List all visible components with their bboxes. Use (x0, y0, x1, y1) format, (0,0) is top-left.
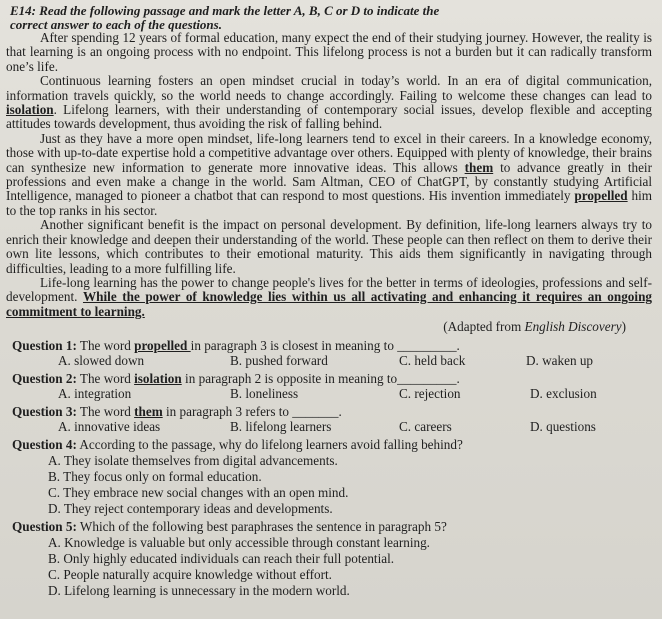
question-3 (6, 404, 652, 435)
q4-option-d[interactable]: D. They reject contemporary ideas and developments. (48, 500, 333, 516)
paragraph-2-text-a: Continuous learning fosters an open mindset crucial in today’s world. In an era of digital communication, information travels quickly, so the world needs to change accordingly. Failing to welcome these changes can lead to (6, 73, 652, 103)
paragraph-1-text: After spending 12 years of formal education, many expect the end of their studying journey. However, the reality is that learning is an ongoing process with no endpoint. This lifelong process is not a burden but it can radically transform one’s life. (6, 30, 652, 74)
q1-option-a[interactable]: A. slowed down (58, 352, 145, 368)
q3-option-d[interactable]: D. questions (530, 418, 596, 434)
q5-option-b[interactable]: B. Only highly educated individuals can reach their full potential. (48, 550, 395, 566)
header-line-2: correct answer to each of the questions. (10, 16, 222, 32)
question-4-text: According to the passage, why do lifelong learners avoid falling behind? (76, 436, 463, 452)
paragraph-5 (6, 276, 652, 319)
question-4 (6, 437, 652, 517)
question-5-stem (12, 519, 652, 535)
underlined-isolation: isolation (6, 102, 54, 118)
question-3-options (6, 420, 652, 435)
paragraph-3-text-c: him to the top ranks in his sector. (6, 188, 652, 218)
question-5 (6, 519, 652, 599)
q5-option-c[interactable]: C. People naturally acquire knowledge without effort. (48, 566, 332, 582)
question-1 (6, 338, 652, 369)
q2-option-d[interactable]: D. exclusion (530, 385, 597, 401)
question-4-number: Question 4: (12, 436, 77, 452)
underlined-key-sentence: While the power of knowledge lies within us all activating and enhancing it requires an ongoing commitment to learning. (6, 289, 652, 319)
source-citation (6, 320, 652, 334)
question-1-text-a: The word (76, 337, 135, 353)
source-prefix: (Adapted from (443, 319, 525, 335)
q2-option-c[interactable]: C. rejection (399, 385, 461, 401)
question-1-stem (12, 338, 652, 354)
paragraph-5-text-a: Life-long learning has the power to change people's lives for the better in terms of ideologies, professions and self-development. (6, 274, 652, 305)
q2-option-a[interactable]: A. integration (58, 385, 132, 401)
source-suffix: ) (621, 319, 626, 335)
underlined-them: them (464, 159, 494, 175)
question-3-text-a: The word (76, 403, 135, 419)
q4-option-a[interactable]: A. They isolate themselves from digital advancements. (48, 452, 338, 468)
question-3-stem (12, 404, 652, 420)
q1-option-b[interactable]: B. pushed forward (230, 352, 328, 368)
question-2-number: Question 2: (12, 370, 77, 386)
exercise-header (10, 4, 652, 31)
question-1-text-b: in paragraph 3 is closest in meaning to _________. (190, 337, 460, 353)
underlined-propelled: propelled (574, 188, 628, 204)
q3-option-c[interactable]: C. careers (399, 418, 452, 434)
question-5-number: Question 5: (12, 518, 77, 534)
q1-option-c[interactable]: C. held back (399, 352, 466, 368)
question-2 (6, 371, 652, 402)
question-2-underlined: isolation (134, 370, 182, 386)
header-line-1: E14: Read the following passage and mark the letter A, B, C or D to indicate the (10, 3, 440, 18)
paragraph-1 (6, 31, 652, 74)
question-2-text-b: in paragraph 2 is opposite in meaning to_________. (181, 370, 460, 386)
question-2-stem (12, 371, 652, 387)
q1-option-d[interactable]: D. waken up (526, 352, 594, 368)
question-3-text-b: in paragraph 3 refers to _______. (162, 403, 342, 419)
paragraph-3-text-b: to advance greatly in their professions and even make a change in the world. Sam Altman, CEO of ChatGPT, by constantly studying Artificial Intelligence, managed to pioneer a chatbot that can respond to most questions. His invention immediately (6, 159, 652, 204)
q3-option-b[interactable]: B. lifelong learners (230, 418, 332, 434)
q3-option-a[interactable]: A. innovative ideas (58, 418, 161, 434)
q5-option-d[interactable]: D. Lifelong learning is unnecessary in the modern world. (48, 582, 350, 598)
paragraph-2 (6, 74, 652, 132)
paragraph-4-text: Another significant benefit is the impact on personal development. By definition, life-long learners always try to enrich their knowledge and deepen their understanding of the world. These people can then reflect on them to derive their own lite lessons, which contributes to their emotional maturity. This aids them significantly in navigating through difficulties, leading to a more fulfilling life. (6, 217, 652, 276)
paragraph-3-text-a: Just as they have a more open mindset, life-long learners tend to excel in their careers. In a knowledge economy, those with up-to-date expertise hold a competitive advantage over others. Equipped with plenty of knowledge, their brains can synthesize new information to generate more innovative ideas. This allows (6, 130, 652, 175)
question-1-underlined: propelled (134, 337, 191, 353)
question-1-options (6, 354, 652, 369)
paragraph-4 (6, 218, 652, 276)
source-title: English Discovery (524, 319, 622, 335)
q2-option-b[interactable]: B. loneliness (230, 385, 299, 401)
q4-option-c[interactable]: C. They embrace new social changes with an open mind. (48, 484, 349, 500)
question-1-number: Question 1: (12, 337, 77, 353)
question-5-text: Which of the following best paraphrases the sentence in paragraph 5? (76, 518, 447, 534)
q5-option-a[interactable]: A. Knowledge is valuable but only accessible through constant learning. (48, 534, 430, 550)
q4-option-b[interactable]: B. They focus only on formal education. (48, 468, 262, 484)
paragraph-3 (6, 132, 652, 218)
question-2-options (6, 387, 652, 402)
question-3-number: Question 3: (12, 403, 77, 419)
paragraph-2-text-b: . Lifelong learners, with their understanding of contemporary social issues, develop flexible and accepting attitudes towards development, thus avoiding the risk of falling behind. (6, 102, 652, 132)
question-3-underlined: them (134, 403, 163, 419)
question-2-text-a: The word (76, 370, 135, 386)
question-4-stem (12, 437, 652, 453)
